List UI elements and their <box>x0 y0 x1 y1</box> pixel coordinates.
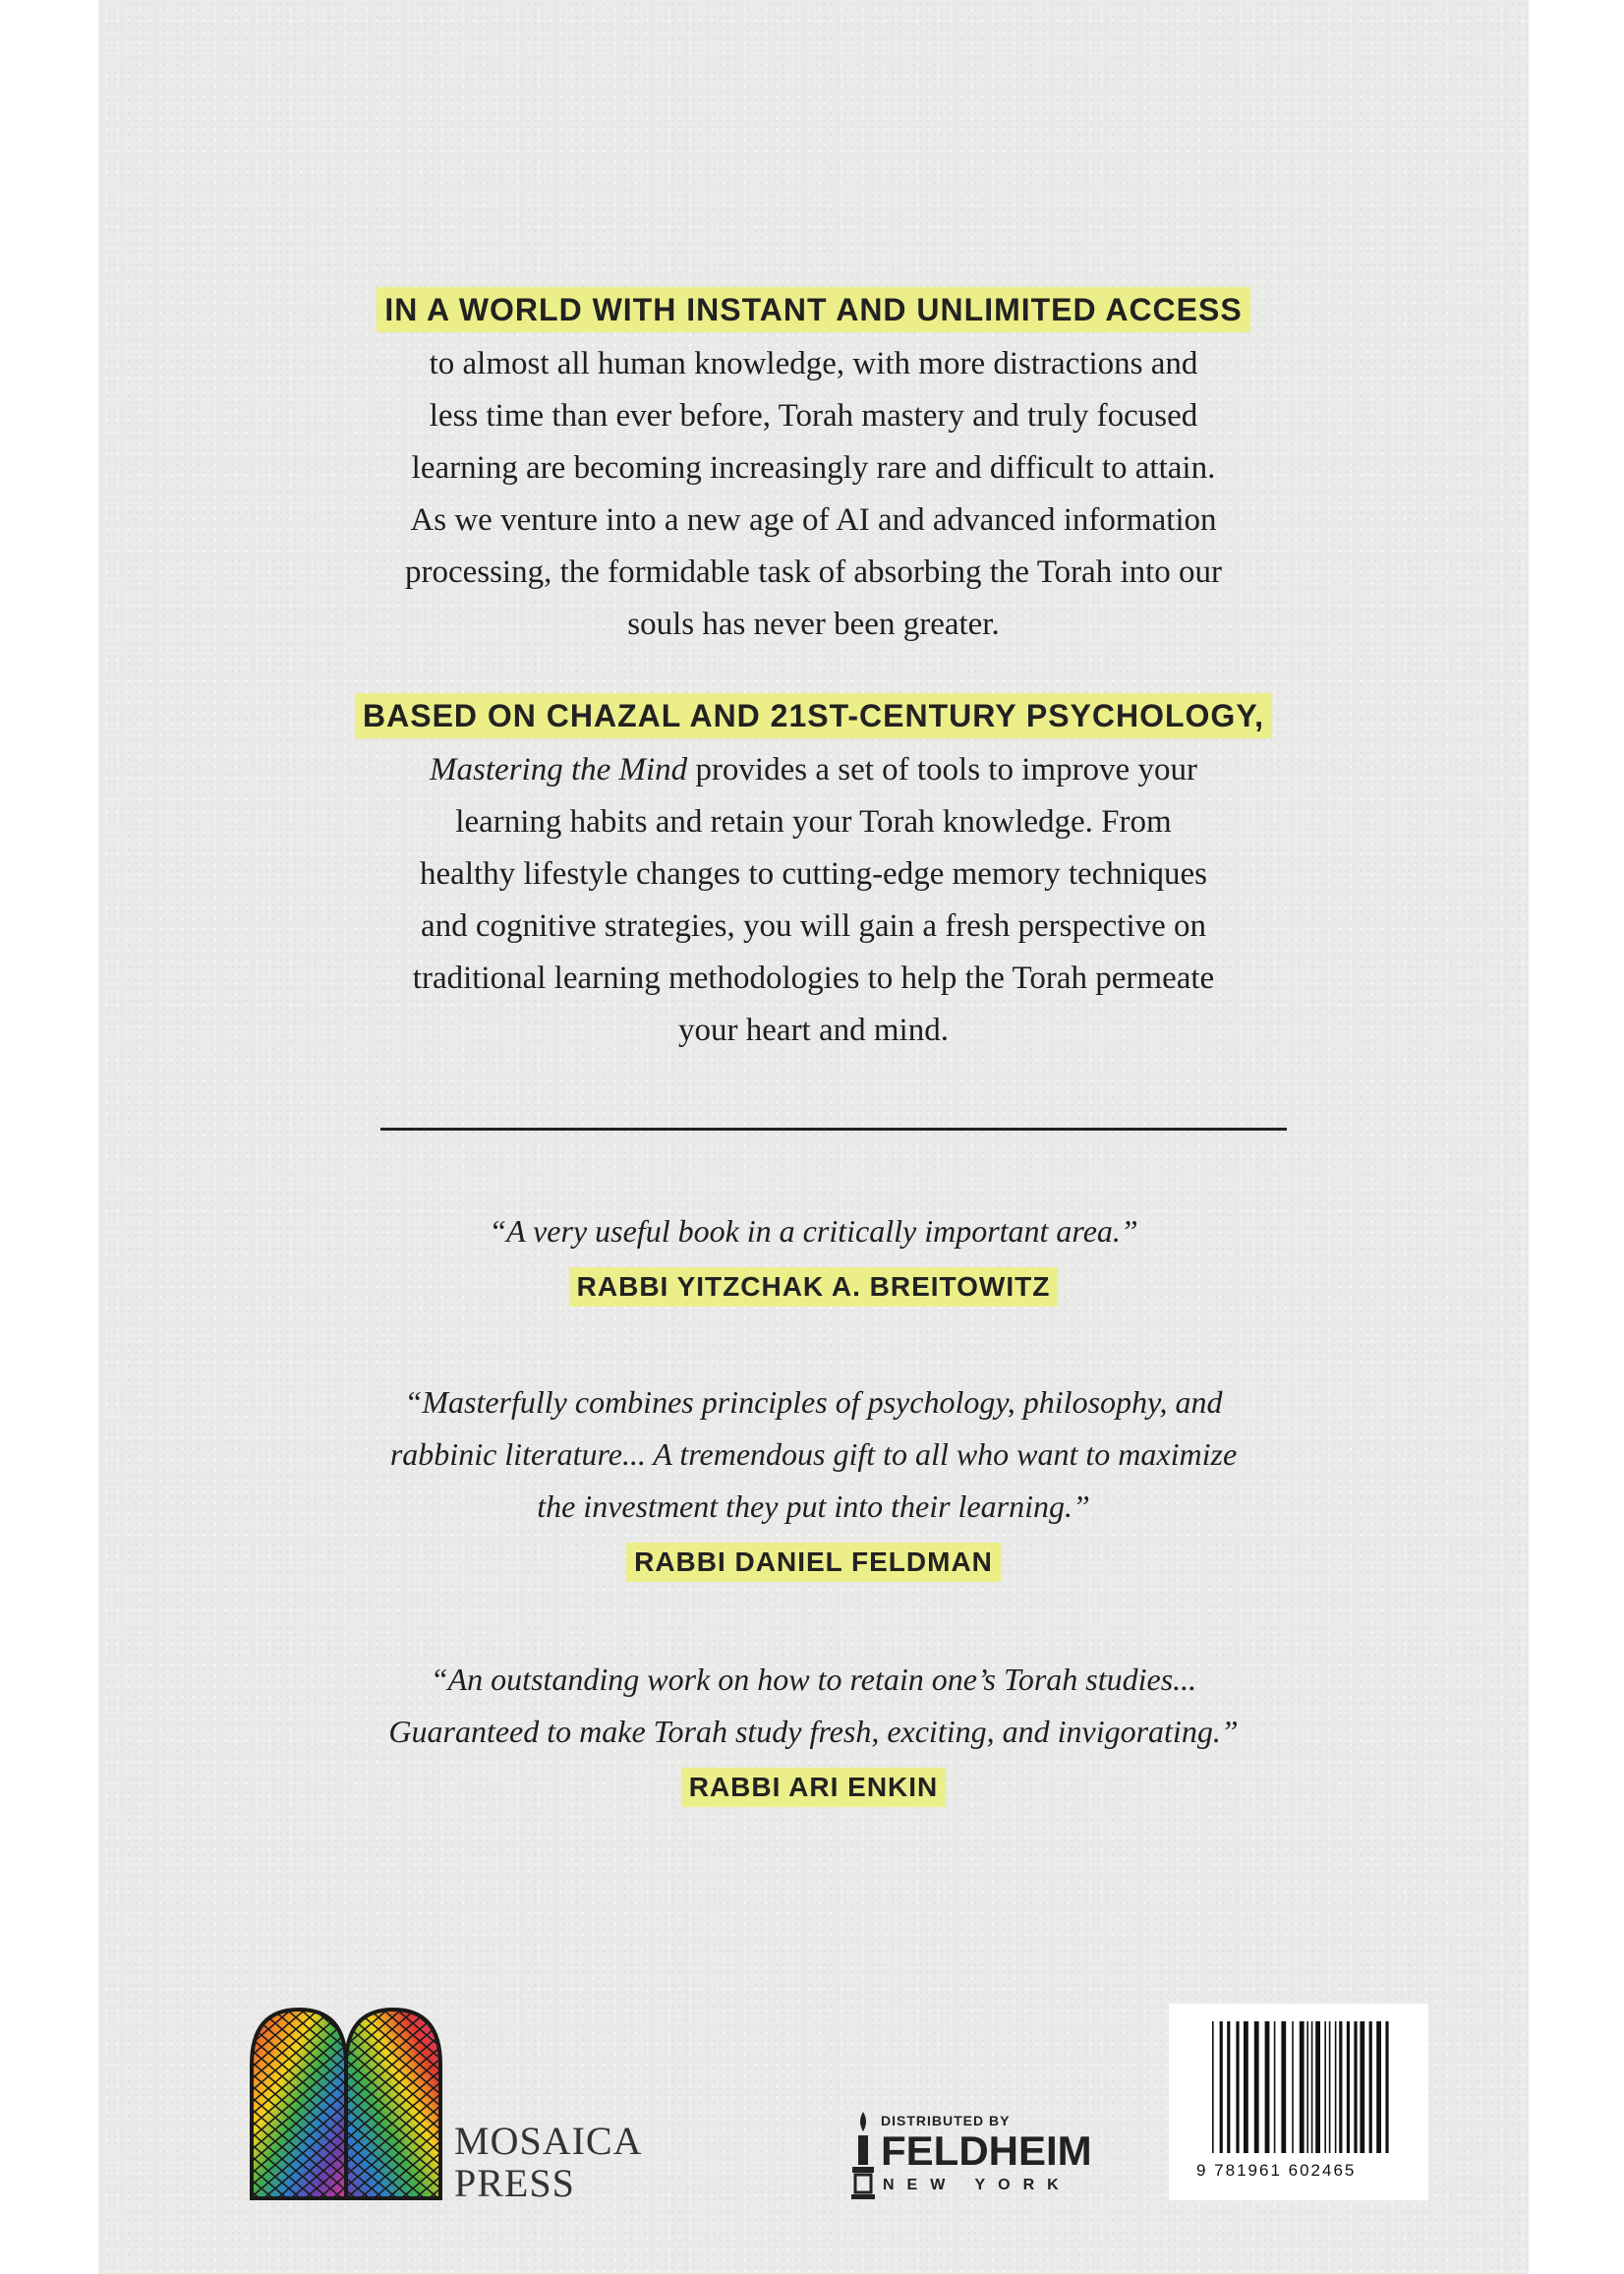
blurb-line: less time than ever before, Torah mastery and truly focused <box>429 398 1198 434</box>
stained-glass-tablets-icon <box>248 2006 444 2202</box>
publisher-name: MOSAICA PRESS <box>454 2119 643 2205</box>
barcode <box>1169 2004 1428 2200</box>
blurb-heading-2: BASED ON CHAZAL AND 21ST-CENTURY PSYCHOLOGY, <box>355 693 1272 738</box>
distributor-city: NEW YORK <box>883 2177 1072 2193</box>
barcode-bar <box>1227 2021 1230 2153</box>
barcode-bar <box>1324 2021 1326 2153</box>
blurb-paragraph-2 <box>98 693 1529 1057</box>
barcode-bar <box>1360 2021 1364 2153</box>
barcode-bar <box>1274 2021 1276 2153</box>
barcode-bar <box>1385 2021 1388 2153</box>
blurb-line-rest: provides a set of tools to improve your <box>687 752 1197 787</box>
quote-line: the investment they put into their learning.” <box>537 1488 1090 1524</box>
blurb-line: learning are becoming increasingly rare and difficult to attain. <box>411 450 1216 486</box>
barcode-bar <box>1254 2021 1259 2153</box>
barcode-bar <box>1220 2021 1223 2153</box>
blurb-heading-1: IN A WORLD WITH INSTANT AND UNLIMITED ACCESS <box>377 287 1249 332</box>
barcode-bar <box>1335 2021 1337 2153</box>
barcode-bar <box>1292 2021 1294 2153</box>
book-title: Mastering the Mind <box>430 752 688 787</box>
isbn-number: 9 781961 602465 <box>1196 2161 1357 2180</box>
blurb-line: traditional learning methodologies to help the Torah permeate <box>412 961 1215 996</box>
endorsement <box>98 1376 1529 1583</box>
endorsement-author: RABBI YITZCHAK A. BREITOWITZ <box>569 1267 1059 1307</box>
barcode-bar <box>1354 2021 1357 2153</box>
endorsement-author: RABBI ARI ENKIN <box>681 1768 947 1807</box>
barcode-bar <box>1236 2021 1239 2153</box>
endorsement-author: RABBI DANIEL FELDMAN <box>626 1543 1001 1582</box>
barcode-bar <box>1339 2021 1342 2153</box>
barcode-bar <box>1347 2021 1350 2153</box>
distributor-label: DISTRIBUTED BY <box>881 2113 1011 2128</box>
barcode-bar <box>1300 2021 1305 2153</box>
quote-line: Guaranteed to make Torah study fresh, exciting, and invigorating.” <box>388 1714 1239 1749</box>
quote-line: “A very useful book in a critically important area.” <box>489 1213 1138 1249</box>
distributor-name: FELDHEIM <box>881 2128 1092 2174</box>
blurb-line: and cognitive strategies, you will gain a fresh perspective on <box>420 908 1207 944</box>
blurb-line: souls has never been greater. <box>627 607 1000 642</box>
barcode-bar <box>1311 2021 1313 2153</box>
blurb-line: As we venture into a new age of AI and advanced information <box>410 502 1217 538</box>
endorsement <box>98 1654 1529 1808</box>
back-cover <box>98 0 1529 2274</box>
barcode-bar <box>1265 2021 1270 2153</box>
blurb-line <box>98 744 1529 796</box>
blurb-line: healthy lifestyle changes to cutting-edge memory techniques <box>420 856 1207 892</box>
quote-line: “An outstanding work on how to retain one’s Torah studies... <box>430 1662 1197 1697</box>
blurb-line: to almost all human knowledge, with more distractions and <box>429 346 1198 381</box>
blurb-line: your heart and mind. <box>678 1013 949 1048</box>
distributor-logo <box>849 2104 1174 2202</box>
blurb-line: learning habits and retain your Torah knowledge. From <box>455 804 1172 840</box>
quote-line: “Masterfully combines principles of psychology, philosophy, and <box>404 1384 1223 1420</box>
divider <box>380 1128 1287 1131</box>
barcode-bar <box>1369 2021 1372 2153</box>
barcode-bar <box>1244 2021 1248 2153</box>
quote-line: rabbinic literature... A tremendous gift to all who want to maximize <box>389 1436 1238 1472</box>
endorsement <box>98 1205 1529 1308</box>
barcode-bar <box>1315 2021 1320 2153</box>
barcode-bar <box>1281 2021 1286 2153</box>
barcode-bar <box>1212 2021 1214 2153</box>
barcode-bar <box>1306 2021 1308 2153</box>
blurb-paragraph-1 <box>98 287 1529 651</box>
candle-icon <box>849 2110 877 2200</box>
blurb-line: processing, the formidable task of absorbing the Torah into our <box>404 554 1223 590</box>
barcode-bar <box>1329 2021 1331 2153</box>
barcode-bar <box>1376 2021 1381 2153</box>
barcode-bars <box>1208 2021 1395 2159</box>
